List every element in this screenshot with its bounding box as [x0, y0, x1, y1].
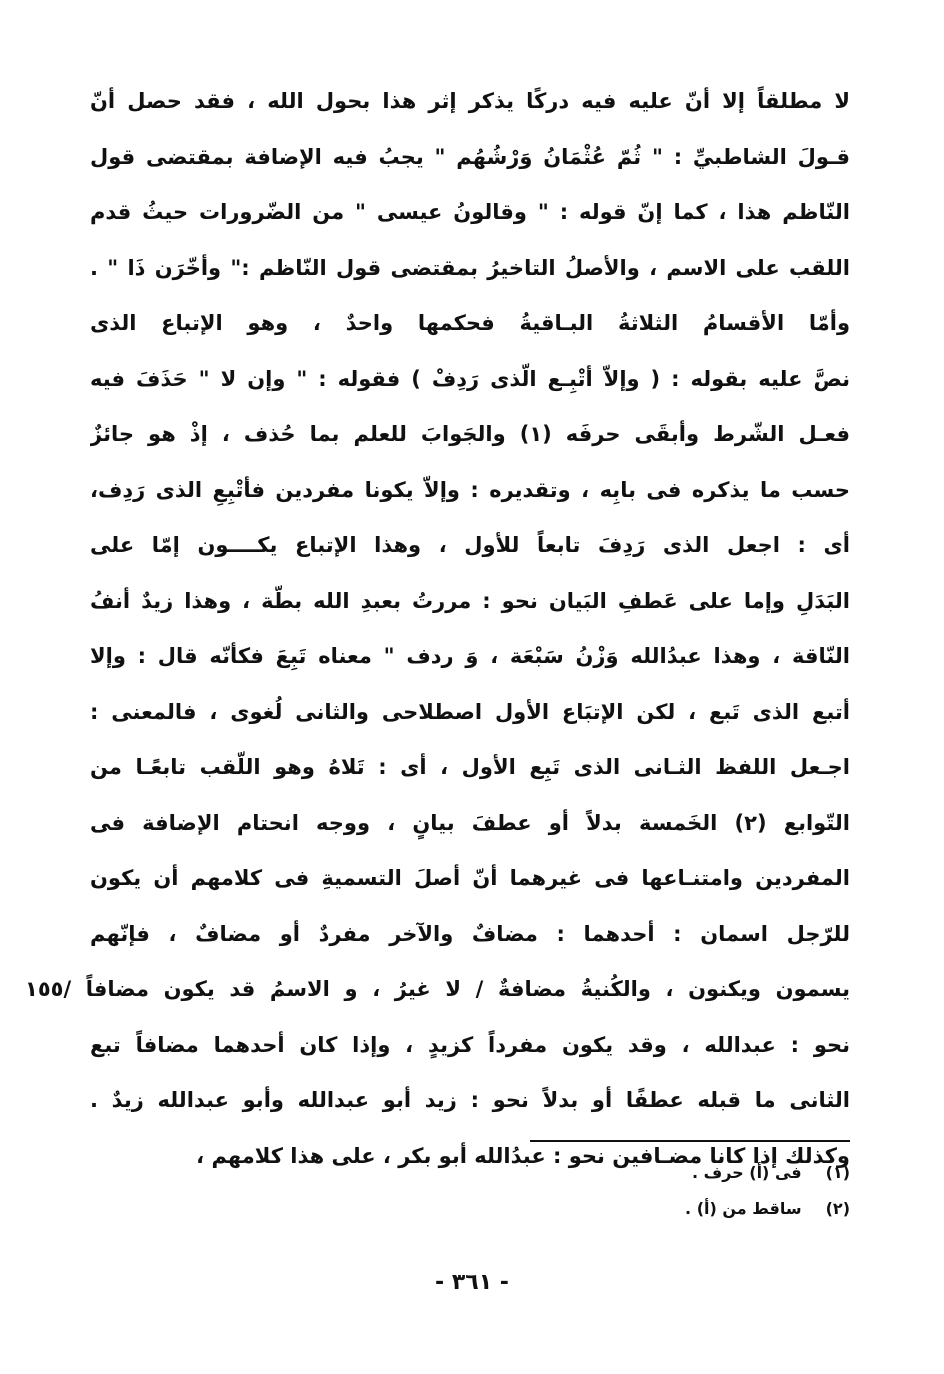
- footnote-number: (٢): [825, 1199, 850, 1218]
- footnotes: [90, 1155, 850, 1227]
- text-line: نحو : عبدالله ، وقد يكون مفرداً كزيدٍ ، وإذا كان أحدهما مضافاً تبع: [90, 1032, 850, 1057]
- text-line: للرّجل اسمان : أحدهما : مضافٌ والآخر مفردٌ أو مضافٌ ، فإنّهم: [90, 921, 850, 946]
- footnote-text: ساقط من (أ) .: [685, 1199, 802, 1218]
- text-line: أتبع الذى تَبع ، لكن الإتبَاع الأول اصطلاحى والثانى لُغوى ، فالمعنى :: [90, 699, 850, 724]
- paragraph-1: [90, 74, 850, 296]
- text-line: المفردين وامتنـاعها فى غيرهما أنّ أصلَ التسميةِ فى كلامهم أن يكون: [90, 866, 850, 890]
- text-line: قـولَ الشاطبيِّ : " ثُمّ عُثْمَانُ وَرْشُهُم " يجبُ فيه الإضافة بمقتضى قول: [90, 144, 850, 169]
- text-line: نصَّ عليه بقوله : ( وإلاّ أتْبِـع الّذى رَدِفْ ) فقوله : " وإن لا " حَذَفَ فيه: [90, 366, 850, 391]
- text-line: البَدَلِ وإما على عَطفِ البَيان نحو : مررتُ بعبدِ الله بطّة ، وهذا زيدٌ أنفُ: [90, 588, 850, 613]
- text-line: وكذلك إذا كانا مضـافين نحو : عبدُالله أبو بكر ، على هذا كلامهم ،: [196, 1143, 850, 1168]
- text-line: اجـعل اللفظ الثـانى الذى تَبِع الأول ، أى : تَلاهُ وهو اللّقب تابعًـا من: [90, 755, 850, 779]
- footnote: [90, 1155, 850, 1191]
- text-line: اللقب على الاسم ، والأصلُ التاخيرُ بمقتضى قول النّاظم :" وأخّرَن ذَا " .: [90, 255, 850, 280]
- paragraph-2: [25, 296, 850, 1184]
- text-line: النّاظم هذا ، كما إنّ قوله : " وقالونُ عيسى " من الضّرورات حيثُ قدم: [90, 200, 850, 224]
- page-number: - ٣٦١ -: [435, 1270, 509, 1295]
- text-line: أى : اجعل الذى رَدِفَ تابعاً للأول ، وهذا الإتباع يكــــون إمّا على: [90, 533, 850, 557]
- text-line: النّاقة ، وهذا عبدُالله وَزْنُ سَبْعَة ، وَ ردف " معناه تَبِعَ فكأنّه قال : وإلا: [90, 644, 850, 668]
- text-line: التّوابع (٢) الخَمسة بدلاً أو عطفَ بيانٍ ، ووجه انحتام الإضافة فى: [90, 810, 850, 835]
- text-line: فعـل الشّرط وأبقَى حرفَه (١) والجَوابَ للعلم بما حُذف ، إذْ هو جائزٌ: [90, 422, 850, 446]
- text-line: حسب ما يذكره فى بابِه ، وتقديره : وإلاّ يكونا مفردين فأتْبِعِ الذى رَدِف،: [90, 477, 850, 502]
- footnote-number: (١): [825, 1163, 850, 1182]
- text-line: وأمّا الأقسامُ الثلاثةُ البـاقيةُ فحكمها واحدٌ ، وهو الإتباع الذى: [90, 311, 850, 335]
- footnote-separator: [530, 1140, 850, 1142]
- text-line: لا مطلقاً إلا أنّ عليه فيه دركًا يذكر إثر هذا بحول الله ، فقد حصل أنّ: [90, 89, 850, 113]
- text-line-with-margin-note: يسمون ويكنون ، والكُنيةُ مضافةٌ / لا غيرُ ، و الاسمُ قد يكون مضافاً /١٥٥: [25, 977, 850, 1001]
- footnote: [90, 1191, 850, 1227]
- text-line: الثانى ما قبله عطفًا أو بدلاً نحو : زيد أبو عبدالله وأبو عبدالله زيدٌ .: [90, 1088, 850, 1112]
- footnote-text: فى (أ) حرف .: [691, 1163, 802, 1182]
